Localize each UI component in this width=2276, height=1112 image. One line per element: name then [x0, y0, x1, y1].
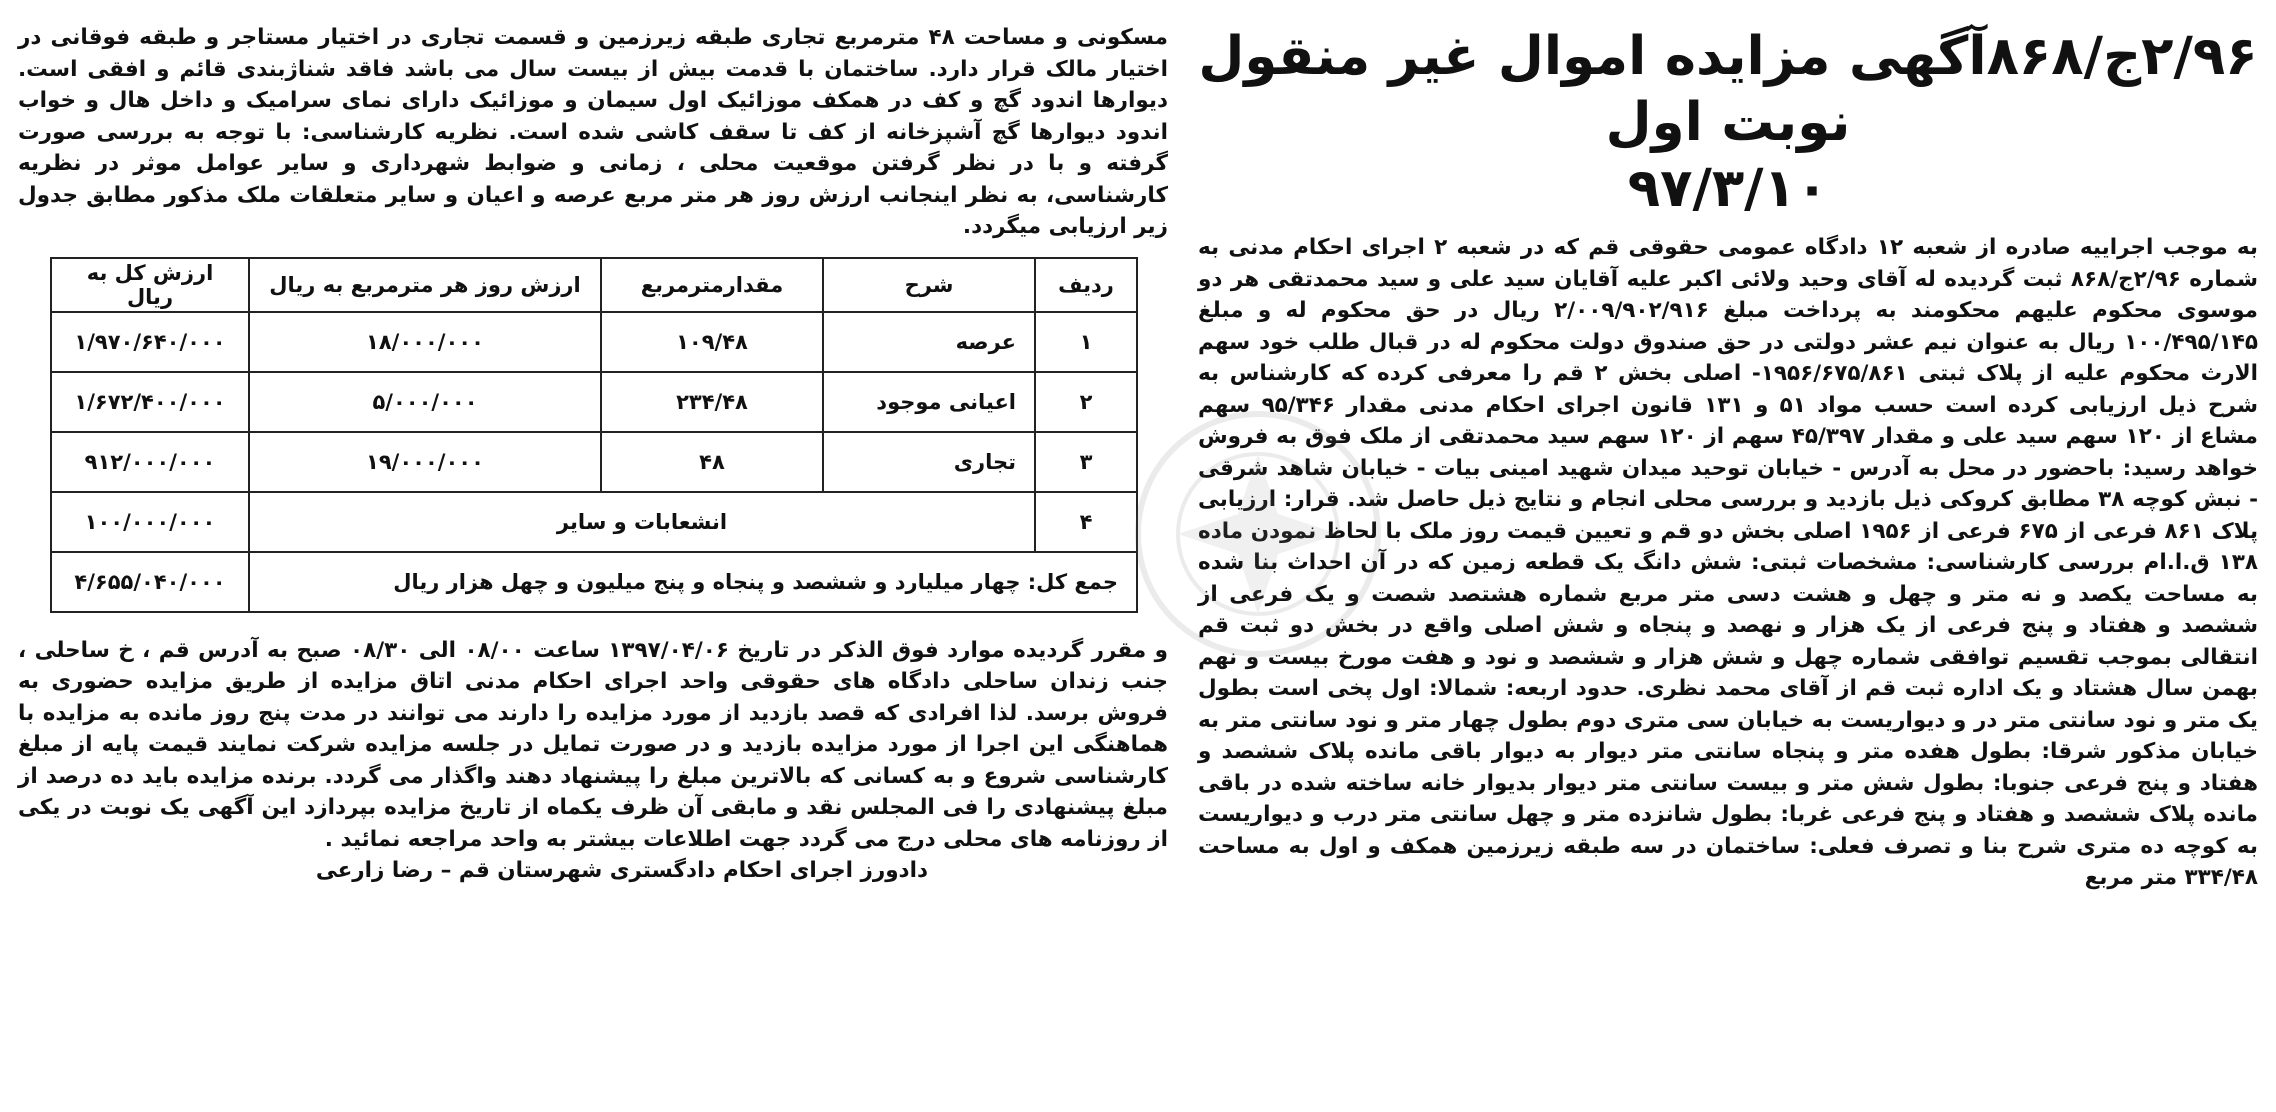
- notice-page: [18, 14, 2258, 1098]
- cell-description: تجاری: [823, 432, 1035, 492]
- header-row-number: ردیف: [1035, 258, 1137, 312]
- header-total-value: ارزش کل به ریال: [51, 258, 249, 312]
- valuation-table-header: [51, 258, 1137, 312]
- signature-line: دادورز اجرای احکام دادگستری شهرستان قم – رضا زارعی: [315, 858, 928, 883]
- notice-continuation-text: مسکونی و مساحت ۴۸ مترمربع تجاری طبقه زیرزمین و قسمت تجاری در اختیار مستاجر و طبقه فوقانی در اختیار مالک قرار دارد. ساختمان با قدمت بیش از بیست سال می باشد فاقد شناژبندی قائم و افقی است. دیوارها اندود گچ و کف در همکف موزائیک اول سیمان و موزائیک دارای نمای سرامیک و داخل هال و خواب اندود دیوارها گچ آشپزخانه از کف تا سقف کاشی شده است. نظریه کارشناسی: با توجه به بررسی صورت گرفته و با در نظر گرفتن موقعیت محلی ، زمانی و ضوابط شهرداری و سایر عوامل موثر در نظریه کارشناسی، به نظر اینجانب ارزش روز هر متر مربع عرصه و اعیان و سایر متعلقات ملک مذکور مطابق جدول زیر ارزیابی میگردد.: [18, 25, 1168, 239]
- table-row: [51, 312, 1137, 372]
- notice-title: [1198, 24, 2258, 222]
- cell-row-number: ۲: [1035, 372, 1137, 432]
- cell-area: ۱۰۹/۴۸: [601, 312, 823, 372]
- cell-unit-value: ۱۹/۰۰۰/۰۰۰: [249, 432, 601, 492]
- notice-title-date: ۹۷/۳/۱۰: [1627, 158, 1829, 219]
- header-unit-value: ارزش روز هر مترمربع به ریال: [249, 258, 601, 312]
- cell-unit-value: ۱۸/۰۰۰/۰۰۰: [249, 312, 601, 372]
- table-row: [51, 372, 1137, 432]
- cell-total-value: ۱۰۰/۰۰۰/۰۰۰: [51, 492, 249, 552]
- auction-details-text: و مقرر گردیده موارد فوق الذکر در تاریخ ۱۳۹۷/۰۴/۰۶ ساعت ۰۸/۰۰ الی ۰۸/۳۰ صبح به آدرس قم ، خ ساحلی ، جنب زندان ساحلی دادگاه های حقوقی واحد اجرای احکام مدنی اتاق مزایده از طریق مزایده حضوری به فروش برسد. لذا افرادی که قصد بازدید از مورد مزایده را دارند می توانند در مدت پنج روز مانده به مزایده با هماهنگی این اجرا از مورد مزایده بازدید و در صورت تمایل در جلسه مزایده شرکت نمایند قیمت پایه از مبلغ کارشناسی شروع و به کسانی که بالاترین مبلغ را پیشنهاد دهند واگذار می گردد. برنده مزایده باید ده درصد از مبلغ پیشنهادی را فی المجلس نقد و مابقی آن ظرف یکماه از تاریخ مزایده بپردازد این آگهی یک نوبت در یکی از روزنامه های محلی درج می گردد جهت اطلاعات بیشتر به واحد مراجعه نمائید .: [18, 637, 1168, 852]
- cell-description: انشعابات و سایر: [249, 492, 1035, 552]
- notice-left-column: [18, 14, 1168, 1098]
- total-value: ۴/۶۵۵/۰۴۰/۰۰۰: [51, 552, 249, 612]
- notice-main-body: به موجب اجراییه صادره از شعبه ۱۲ دادگاه عمومی حقوقی قم که در شعبه ۲ اجرای احکام مدنی به شماره ۲/۹۶ج/۸۶۸ ثبت گردیده له آقای وحید ولائی اکبر علیه آقایان سید علی و سید محمدتقی هر دو موسوی محکوم علیهم محکومند به پرداخت مبلغ ۲/۰۰۹/۹۰۲/۹۱۶ ریال در حق محکوم له و مبلغ ۱۰۰/۴۹۵/۱۴۵ ریال به عنوان نیم عشر دولتی در حق صندوق دولت محکوم له در قبال طلب خود سهم الارث محکوم علیه از پلاک ثبتی ۱۹۵۶/۶۷۵/۸۶۱- اصلی بخش ۲ قم را معرفی کرده که کارشناس به شرح ذیل ارزیابی کرده است حسب مواد ۵۱ و ۱۳۱ قانون اجرای احکام مدنی مقدار ۹۵/۳۴۶ سهم مشاع از ۱۲۰ سهم سید علی و مقدار ۴۵/۳۹۷ سهم از ۱۲۰ سهم سید محمدتقی از ملک فوق به فروش خواهد رسید: باحضور در محل به آدرس - خیابان توحید میدان شهید امینی بیات - خیابان شاهد شرقی - نبش کوچه ۳۸ مطابق کروکی ذیل بازدید و بررسی محلی انجام و نتایج ذیل حاصل شد. قرار: ارزیابی پلاک ۸۶۱ فرعی از ۶۷۵ فرعی از ۱۹۵۶ اصلی بخش دو قم و تعیین قیمت روز ملک با لحاظ نمودن ماده ۱۳۸ ق.ا.ام بررسی کارشناسی: مشخصات ثبتی: شش دانگ یک قطعه زمین که در آن احداث بنا شده به مساحت یکصد و نه متر و چهل و هشت دسی متر مربع شماره هشتصد شصت و یک فرعی از ششصد و هفتاد و پنج فرعی از یک هزار و نهصد و پنجاه و شش اصلی واقع در بخش دو ثبت قم انتقالی بموجب تقسیم توافقی شماره چهل و شش هزار و ششصد و نود و هفت مورخ بیست و نهم بهمن سال هشتاد و یک اداره ثبت قم از آقای محمد نظری. حدود اربعه: شمالا: اول پخی است بطول یک متر و نود سانتی متر در و دیواریست به خیابان سی متری دوم بطول چهار متر و نود سانتی متر به خیابان مذکور شرقا: بطول هفده متر و پنجاه سانتی متر دیوار به دیوار باقی مانده پلاک ششصد و هفتاد و پنج فرعی جنوبا: بطول شش متر و بیست سانتی متر دیوار بدیوار خانه ساخته شده در باقی مانده پلاک ششصد و هفتاد و پنج فرعی غربا: بطول شانزده متر و چهل سانتی متر درب و دیواریست به کوچه ده متری شرح بنا و تصرف فعلی: ساختمان در سه طبقه زیرزمین همکف و اول به مساحت ۳۳۴/۴۸ متر مربع: [1198, 235, 2259, 890]
- cell-area: ۴۸: [601, 432, 823, 492]
- cell-description: اعیانی موجود: [823, 372, 1035, 432]
- table-row: [51, 492, 1137, 552]
- table-row: [51, 432, 1137, 492]
- cell-description: عرصه: [823, 312, 1035, 372]
- cell-total-value: ۱/۶۷۲/۴۰۰/۰۰۰: [51, 372, 249, 432]
- total-label: جمع کل: چهار میلیارد و ششصد و پنجاه و پنج میلیون و چهل هزار ریال: [249, 552, 1137, 612]
- table-total-row: [51, 552, 1137, 612]
- header-description: شرح: [823, 258, 1035, 312]
- cell-total-value: ۱/۹۷۰/۶۴۰/۰۰۰: [51, 312, 249, 372]
- cell-unit-value: ۵/۰۰۰/۰۰۰: [249, 372, 601, 432]
- notice-right-column: [1198, 14, 2258, 1098]
- cell-row-number: ۱: [1035, 312, 1137, 372]
- cell-row-number: ۳: [1035, 432, 1137, 492]
- cell-area: ۲۳۴/۴۸: [601, 372, 823, 432]
- valuation-table: [50, 257, 1138, 613]
- notice-title-line1: ۲/۹۶ج/۸۶۸آگهی مزایده اموال غیر منقول نوبت اول: [1198, 26, 2258, 153]
- cell-row-number: ۴: [1035, 492, 1137, 552]
- cell-total-value: ۹۱۲/۰۰۰/۰۰۰: [51, 432, 249, 492]
- header-area: مقدارمترمربع: [601, 258, 823, 312]
